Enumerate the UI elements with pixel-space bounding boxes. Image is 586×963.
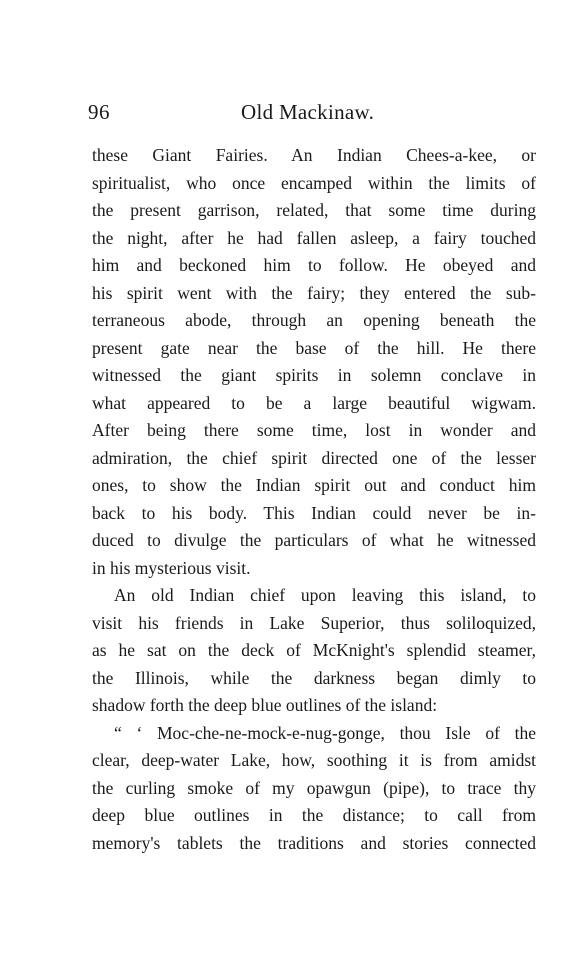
text-line: spiritualist, who once encamped within the limits of: [92, 172, 536, 193]
text-line: the curling smoke of my opawgun (pipe), to trace thy: [92, 777, 536, 798]
text-line: visit his friends in Lake Superior, thus soliloquized,: [92, 612, 536, 633]
paragraph-start-line: “ ‘ Moc-che-ne-mock-e-nug-gonge, thou Isle of the: [114, 722, 536, 743]
text-line: ones, to show the Indian spirit out and conduct him: [92, 475, 536, 495]
text-line: the night, after he had fallen asleep, a fairy touched: [92, 227, 536, 248]
text-line: the Illinois, while the darkness began dimly to: [92, 667, 536, 688]
text-line: his spirit went with the fairy; they entered the sub-: [92, 282, 536, 303]
text-line: as he sat on the deck of McKnight's splendid steamer,: [92, 640, 536, 660]
running-title: Old Mackinaw.: [241, 100, 375, 124]
text-line: back to his body. This Indian could never be in-: [92, 502, 536, 523]
text-line: After being there some time, lost in wonder and: [92, 420, 536, 440]
text-line: deep blue outlines in the distance; to call from: [92, 805, 536, 825]
page-header: [88, 100, 540, 130]
text-line: admiration, the chief spirit directed one of the lesser: [92, 447, 536, 468]
text-line: present gate near the base of the hill. He there: [92, 337, 536, 358]
text-line: him and beckoned him to follow. He obeyed and: [92, 255, 536, 275]
text-line: witnessed the giant spirits in solemn conclave in: [92, 365, 536, 385]
paragraph-start-line: An old Indian chief upon leaving this island, to: [114, 585, 536, 605]
body-text: [92, 142, 536, 857]
text-line: memory's tablets the traditions and stories connected: [92, 832, 536, 853]
text-line: these Giant Fairies. An Indian Chees-a-kee, or: [92, 145, 536, 165]
page-number: 96: [88, 100, 110, 124]
paragraph-end-line: in his mysterious visit.: [92, 557, 251, 578]
paragraph-end-line: shadow forth the deep blue outlines of the island:: [92, 695, 438, 715]
text-line: the present garrison, related, that some time during: [92, 200, 536, 220]
text-line: terraneous abode, through an opening beneath the: [92, 310, 536, 330]
text-line: duced to divulge the particulars of what he witnessed: [92, 530, 536, 550]
text-line: clear, deep-water Lake, how, soothing it is from amidst: [92, 750, 536, 770]
text-line: what appeared to be a large beautiful wigwam.: [92, 392, 536, 413]
